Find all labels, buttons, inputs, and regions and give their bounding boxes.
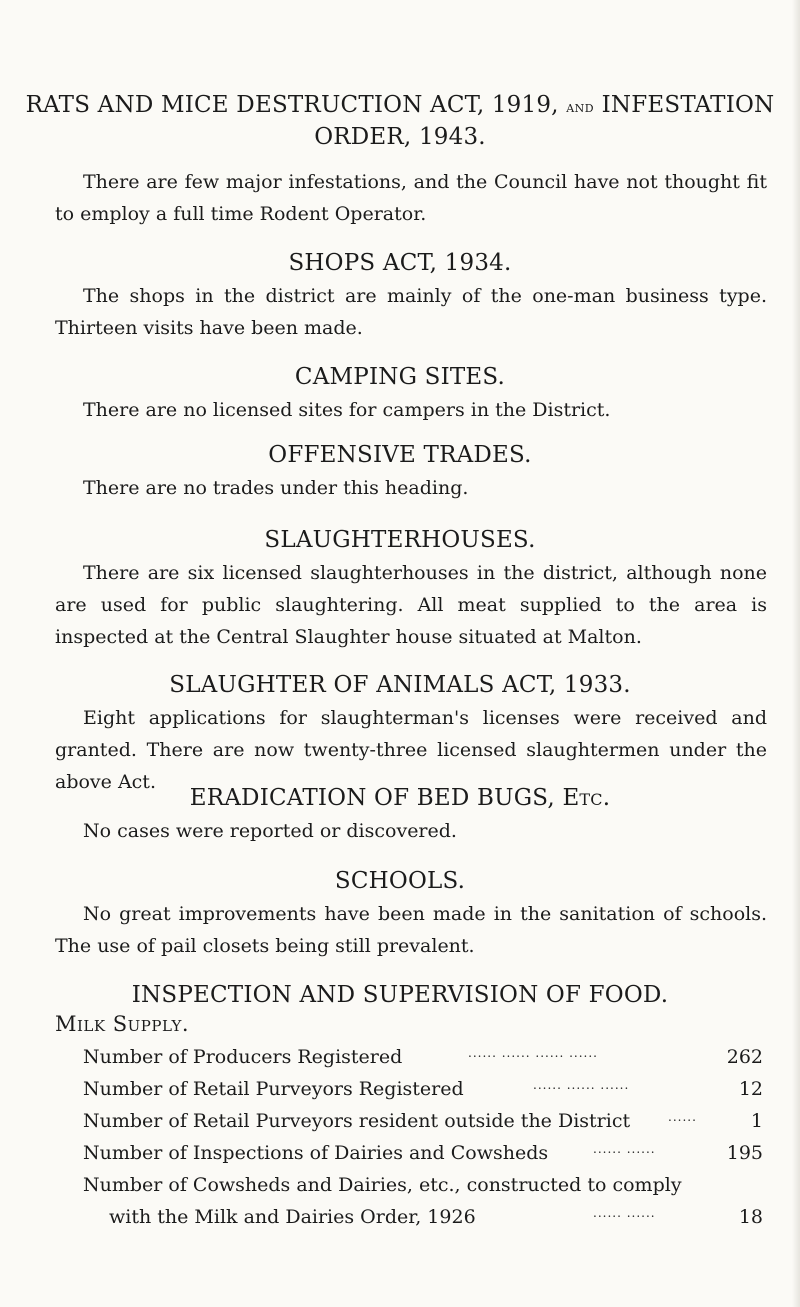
camping-heading: CAMPING SITES. [294, 364, 506, 390]
table-row: Number of Retail Purveyors resident outside the District ...... 1 [83, 1110, 763, 1132]
food-inspection-heading: INSPECTION AND SUPERVISION OF FOOD. [131, 982, 669, 1008]
schools-paragraph: No great improvements have been made in the sanitation of schools. The use of pail closets being still prevalent. [55, 903, 767, 957]
title-text-a: RATS AND MICE DESTRUCTION ACT, 1919, [25, 92, 559, 118]
offensive-trades-paragraph: There are no trades under this heading. [83, 477, 469, 499]
slaughter-act-heading: SLAUGHTER OF ANIMALS ACT, 1933. [169, 672, 631, 698]
slaughter-act-paragraph: Eight applications for slaughterman's licenses were received and granted. There are now twenty-three licensed slaughtermen under the above Act. [55, 707, 767, 793]
bed-bugs-etc: Etc. [562, 785, 611, 811]
table-row: Number of Retail Purveyors Registered ...... ...... ...... 12 [83, 1078, 763, 1100]
table-row: Number of Inspections of Dairies and Cowsheds ...... ...... 195 [83, 1142, 763, 1164]
rats-paragraph: There are few major infestations, and the Council have not thought fit to employ a full time Rodent Operator. [55, 171, 767, 225]
camping-paragraph: There are no licensed sites for campers in the District. [83, 399, 611, 421]
milk-supply-title: Milk Supply. [55, 1012, 190, 1036]
document-title-line-2: ORDER, 1943. [314, 124, 486, 150]
bed-bugs-heading: ERADICATION OF BED BUGS, Etc. [189, 785, 611, 811]
title-text-b: INFESTATION [601, 92, 775, 118]
slaughterhouses-heading: SLAUGHTERHOUSES. [264, 527, 536, 553]
table-row: Number of Cowsheds and Dairies, etc., constructed to comply [83, 1174, 682, 1196]
document-title-line-1 [0, 92, 800, 118]
shops-heading: SHOPS ACT, 1934. [288, 250, 512, 276]
bed-bugs-paragraph: No cases were reported or discovered. [83, 820, 457, 842]
slaughterhouses-paragraph: There are six licensed slaughterhouses in the district, although none are used for public slaughtering. All meat supplied to the area is inspected at the Central Slaughter house situated at Malton. [55, 562, 767, 648]
table-row: with the Milk and Dairies Order, 1926 ...... ...... 18 [109, 1206, 763, 1228]
offensive-trades-heading: OFFENSIVE TRADES. [268, 442, 532, 468]
table-row: Number of Producers Registered ...... ...... ...... ...... 262 [83, 1046, 763, 1068]
shops-paragraph: The shops in the district are mainly of the one-man business type. Thirteen visits have been made. [55, 285, 767, 339]
title-and: and [566, 97, 595, 116]
page-edge-shadow [792, 0, 800, 1307]
schools-heading: SCHOOLS. [334, 868, 466, 894]
